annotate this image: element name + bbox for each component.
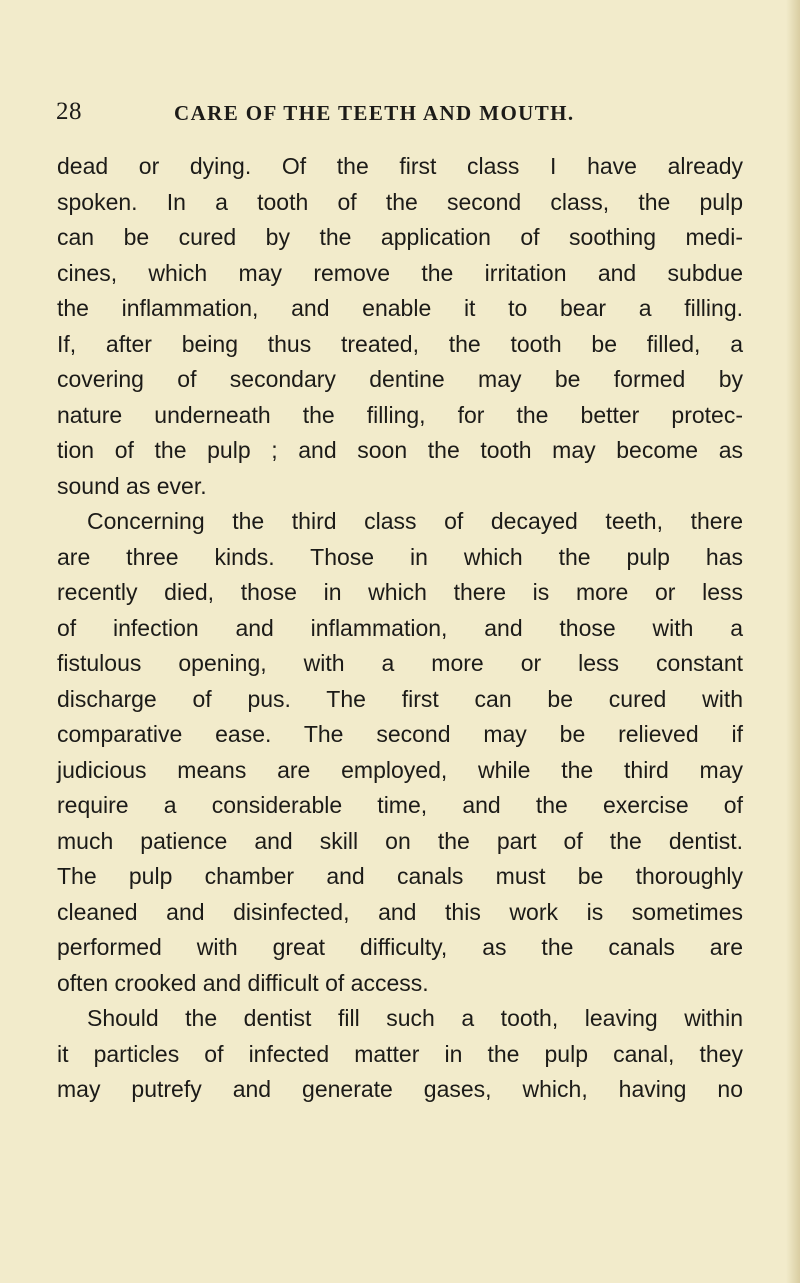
body-text [57, 149, 743, 1108]
text-line: The pulp chamber and canals must be thoroughly [57, 863, 743, 889]
text-line: If, after being thus treated, the tooth be filled, a [57, 330, 743, 357]
text-line: much patience and skill on the part of the dentist. [57, 827, 743, 854]
text-line: dead or dying. Of the first class I have already [57, 153, 743, 179]
text-line: can be cured by the application of soothing medi- [57, 224, 743, 250]
page-edge-shadow [786, 0, 800, 1283]
text-line: of infection and inflammation, and those with a [57, 614, 743, 641]
running-head: CARE OF THE TEETH AND MOUTH. [174, 101, 575, 125]
text-line: recently died, those in which there is more or less [57, 579, 743, 605]
text-line: cines, which may remove the irritation and subdue [57, 259, 743, 286]
text-line: sound as ever. [57, 472, 207, 499]
text-line: require a considerable time, and the exercise of [57, 792, 743, 818]
text-line: performed with great difficulty, as the canals are [57, 934, 743, 960]
text-line: may putrefy and generate gases, which, having no [57, 1076, 743, 1102]
page-number: 28 [56, 98, 82, 125]
text-line: Concerning the third class of decayed teeth, there [87, 508, 743, 534]
text-line: tion of the pulp ; and soon the tooth may become as [57, 437, 743, 463]
text-line: nature underneath the filling, for the better protec- [57, 401, 743, 428]
text-line: Should the dentist fill such a tooth, leaving within [87, 1005, 743, 1031]
text-line: the inflammation, and enable it to bear a filling. [57, 295, 743, 321]
text-line: fistulous opening, with a more or less constant [57, 650, 743, 676]
text-line: often crooked and difficult of access. [57, 969, 429, 996]
text-line: judicious means are employed, while the third may [57, 756, 743, 783]
text-line: cleaned and disinfected, and this work is sometimes [57, 898, 743, 925]
text-line: covering of secondary dentine may be formed by [57, 366, 743, 392]
page-header [56, 98, 746, 138]
text-line: discharge of pus. The first can be cured with [57, 685, 743, 712]
text-line: are three kinds. Those in which the pulp has [57, 543, 743, 570]
text-line: it particles of infected matter in the pulp canal, they [57, 1040, 743, 1067]
text-line: spoken. In a tooth of the second class, the pulp [57, 188, 743, 215]
text-line: comparative ease. The second may be relieved if [57, 721, 743, 747]
